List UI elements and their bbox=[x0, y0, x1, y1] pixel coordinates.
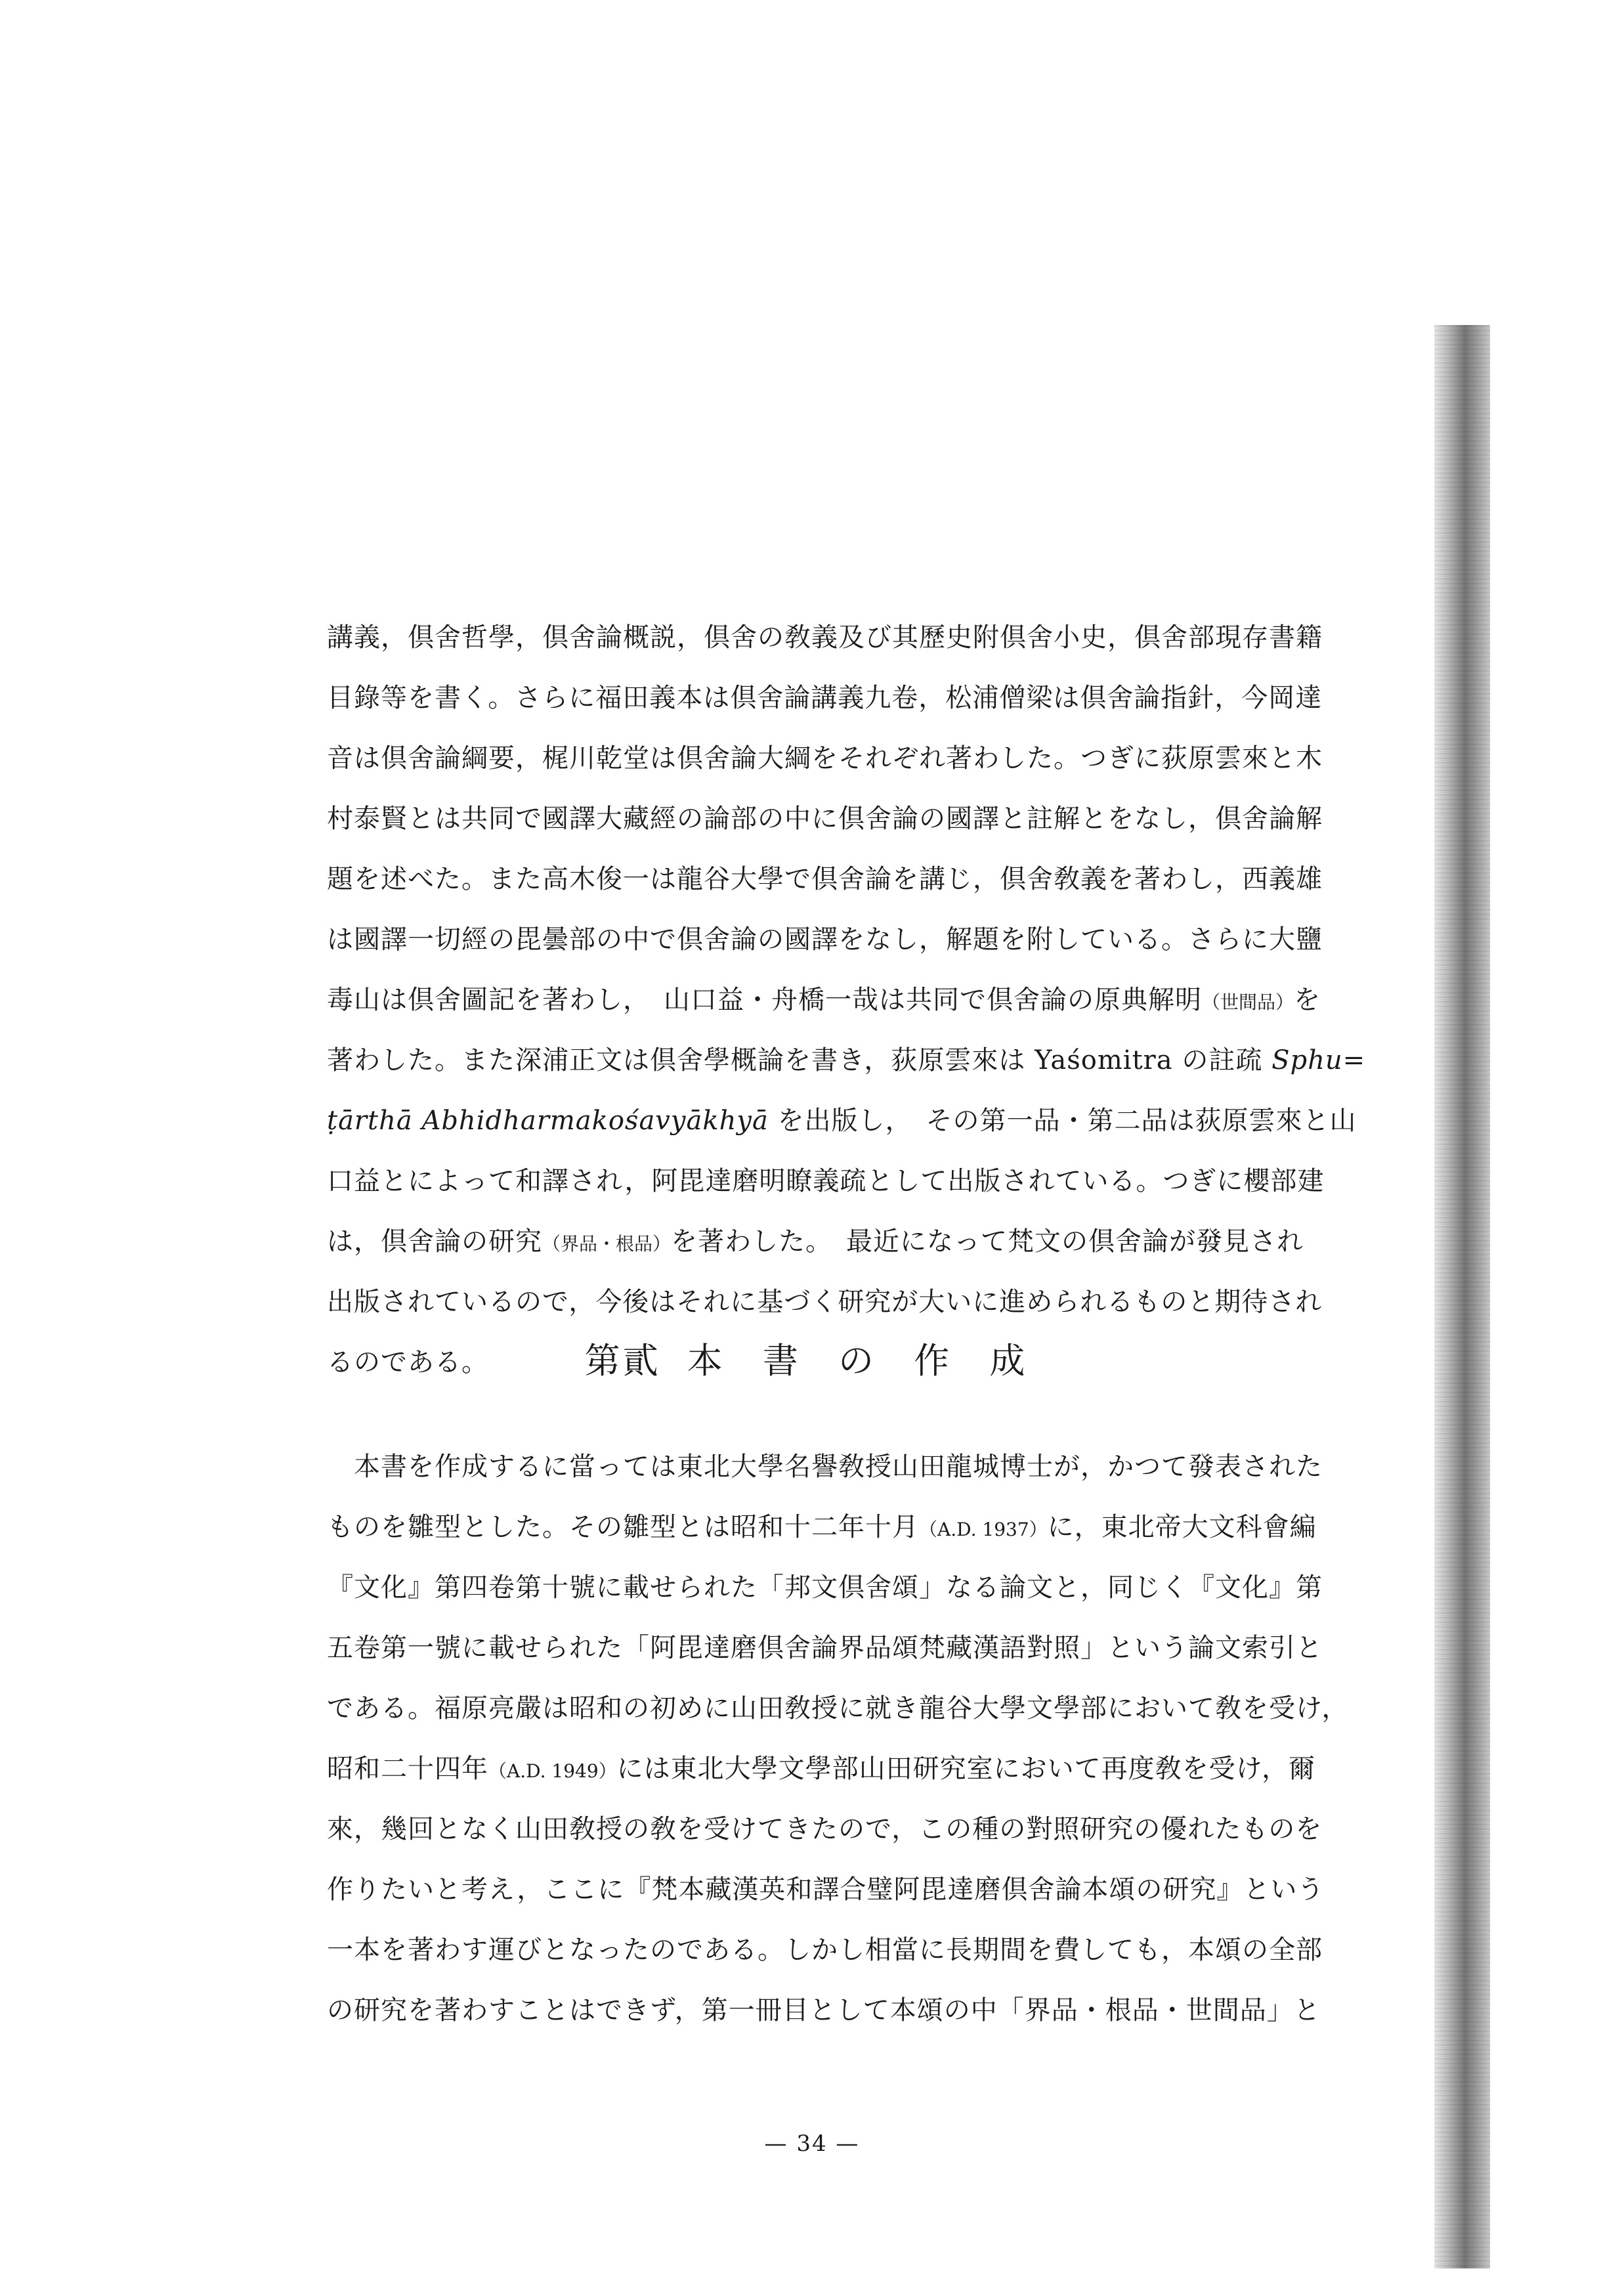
text-segment: は，倶舍論の研究 bbox=[327, 1226, 542, 1257]
text-line bbox=[327, 849, 1323, 909]
text-segment: 出版されているので，今後はそれに基づく研究が大いに進められるものと期待され bbox=[327, 1287, 1323, 1317]
text-segment: ものを雛型とした。その雛型とは昭和十二年十月 bbox=[327, 1512, 919, 1542]
text-segment: （A.D. 1937） bbox=[919, 1519, 1048, 1540]
text-line bbox=[327, 1211, 1304, 1272]
text-line bbox=[327, 607, 1323, 668]
text-line bbox=[327, 909, 1323, 970]
text-line bbox=[327, 1859, 1325, 1920]
text-segment: は國譯一切經の毘曇部の中で倶舍論の國譯をなし，解題を附している。さらに大鹽 bbox=[327, 924, 1323, 955]
text-segment: 著わした。また深浦正文は倶舍學概論を書き，荻原雲來は Yaśomitra の註疏 bbox=[327, 1045, 1272, 1075]
text-segment: 來，幾回となく山田敎授の敎を受けてきたので，この種の對照研究の優れたものを bbox=[327, 1814, 1323, 1844]
text-segment: を著わした。 最近になって梵文の倶舍論が發見され bbox=[671, 1226, 1304, 1257]
text-segment: 毒山は倶舍圖記を著わし， 山口益・舟橋一哉は共同で倶舍論の原典解明 bbox=[327, 985, 1202, 1015]
text-line bbox=[327, 1799, 1323, 1859]
text-segment: るのである。 bbox=[327, 1347, 488, 1377]
page-number: — 34 — bbox=[764, 2131, 860, 2157]
text-line bbox=[327, 1618, 1323, 1678]
text-segment: （A.D. 1949） bbox=[488, 1760, 617, 1782]
text-segment: 目錄等を書く。さらに福田義本は倶舍論講義九卷，松浦僧梁は倶舍論指針，今岡達 bbox=[327, 683, 1323, 713]
text-line bbox=[327, 1030, 1366, 1091]
text-segment: には東北大學文學部山田研究室において再度敎を受け，爾 bbox=[616, 1754, 1316, 1784]
text-line bbox=[327, 1920, 1323, 1980]
section-heading-title: 本 書 の 作 成 bbox=[687, 1340, 1040, 1381]
text-line bbox=[327, 1091, 1357, 1151]
text-line bbox=[327, 1557, 1323, 1618]
text-segment: （世間品） bbox=[1202, 991, 1294, 1013]
text-segment: （界品・根品） bbox=[542, 1233, 672, 1255]
text-line bbox=[327, 1497, 1317, 1557]
text-line bbox=[327, 1678, 1349, 1739]
text-segment: である。福原亮嚴は昭和の初めに山田敎授に就き龍谷大學文學部において敎を受け， bbox=[327, 1693, 1349, 1723]
text-segment: 昭和二十四年 bbox=[327, 1754, 488, 1784]
text-line bbox=[327, 1980, 1321, 2041]
text-segment: Sphu= bbox=[1271, 1045, 1366, 1075]
text-line bbox=[327, 668, 1323, 728]
text-segment: 五卷第一號に載せられた「阿毘達磨倶舍論界品頌梵藏漢語對照」という論文索引と bbox=[327, 1633, 1323, 1663]
text-segment: 本書を作成するに當っては東北大學名譽敎授山田龍城博士が，かつて發表された bbox=[327, 1452, 1323, 1482]
text-segment: を出版し， その第一品・第二品は荻原雲來と山 bbox=[768, 1106, 1357, 1136]
text-segment: に，東北帝大文科會編 bbox=[1047, 1512, 1317, 1542]
text-segment: の研究を著わすことはできず，第一冊目として本頌の中「界品・根品・世間品」と bbox=[327, 1995, 1321, 2025]
text-segment: 音は倶舍論綱要，梶川乾堂は倶舍論大綱をそれぞれ著わした。つぎに荻原雲來と木 bbox=[327, 743, 1323, 773]
text-segment: 『文化』第四卷第十號に載せられた「邦文倶舍頌」なる論文と，同じく『文化』第 bbox=[327, 1572, 1323, 1603]
text-line bbox=[327, 789, 1323, 849]
text-segment: 題を述べた。また高木俊一は龍谷大學で倶舍論を講じ，倶舍敎義を著わし，西義雄 bbox=[327, 864, 1323, 894]
text-segment: 一本を著わす運びとなったのである。しかし相當に長期間を費しても，本頌の全部 bbox=[327, 1935, 1323, 1965]
text-segment: 村泰賢とは共同で國譯大藏經の論部の中に倶舍論の國譯と註解とをなし，倶舍論解 bbox=[327, 804, 1323, 834]
paragraph-book-creation bbox=[327, 1437, 1349, 2041]
text-line bbox=[327, 1739, 1316, 1799]
text-line bbox=[327, 970, 1321, 1030]
text-segment: を bbox=[1294, 985, 1321, 1015]
text-segment: ṭārthā Abhidharmakośavyākhyā bbox=[327, 1106, 769, 1136]
text-segment: 作りたいと考え，ここに『梵本藏漢英和譯合璧阿毘達磨倶舍論本頌の研究』という bbox=[327, 1874, 1325, 1905]
section-heading bbox=[0, 1333, 1624, 1383]
text-line bbox=[327, 1437, 1323, 1497]
section-heading-number: 第貳 bbox=[584, 1340, 661, 1381]
text-line bbox=[327, 728, 1323, 789]
text-segment: 講義，倶舍哲學，倶舍論概説，倶舍の敎義及び其歷史附倶舍小史，倶舍部現存書籍 bbox=[327, 622, 1323, 653]
text-line bbox=[327, 1151, 1325, 1211]
text-line bbox=[327, 1272, 1323, 1332]
paragraph-history bbox=[327, 607, 1366, 1393]
scan-binding-edge bbox=[1434, 325, 1490, 2268]
text-segment: 口益とによって和譯され，阿毘達磨明瞭義疏として出版されている。つぎに櫻部建 bbox=[327, 1166, 1325, 1196]
